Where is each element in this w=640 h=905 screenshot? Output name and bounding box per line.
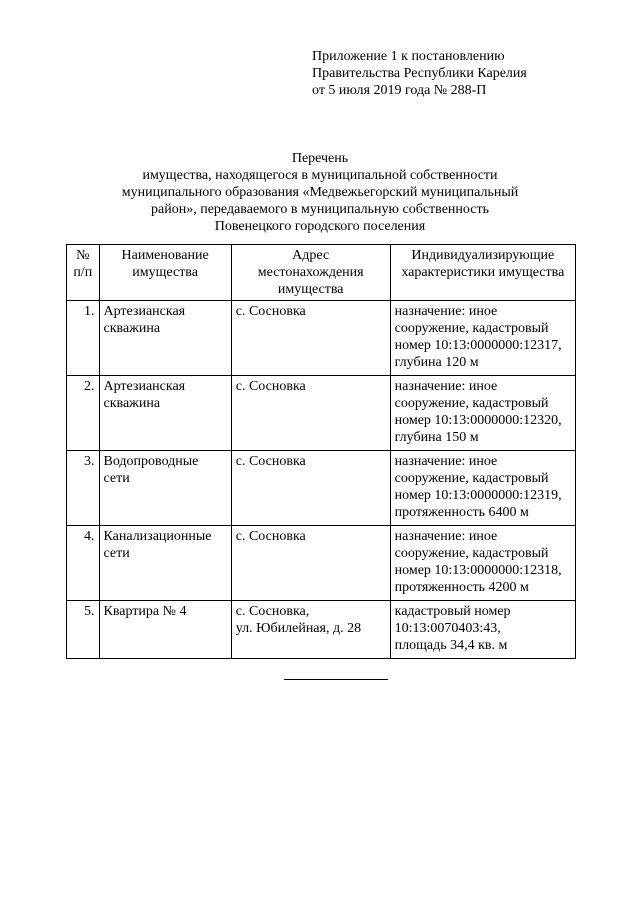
- row-address: [231, 526, 390, 601]
- row-characteristics: [390, 601, 575, 659]
- row-name: [99, 376, 231, 451]
- cell-text: с. Сосновка: [235, 304, 306, 319]
- cell-text: глубина 120 м: [394, 355, 479, 370]
- cell-text: Артезианская: [103, 304, 186, 319]
- cell-text: скважина: [103, 321, 161, 336]
- cell-text: сооружение, кадастровый: [394, 396, 549, 411]
- table-row: [67, 451, 576, 526]
- header-name: [99, 245, 231, 301]
- header-text: Наименование: [121, 248, 209, 263]
- title-line: район», передаваемого в муниципальную собственность: [151, 202, 489, 217]
- table-row: [67, 301, 576, 376]
- cell-text: Квартира № 4: [103, 604, 187, 619]
- cell-text: назначение: иное: [394, 379, 498, 394]
- cell-text: Водопроводные: [103, 454, 199, 469]
- cell-text: глубина 150 м: [394, 430, 479, 445]
- cell-text: номер 10:13:0000000:12320,: [394, 413, 562, 428]
- row-characteristics: [390, 526, 575, 601]
- cell-text: сети: [103, 471, 130, 486]
- header-text: характеристики имущества: [401, 265, 565, 280]
- appendix-line: Приложение 1 к постановлению: [312, 49, 505, 64]
- row-address: [231, 451, 390, 526]
- closing-divider: [284, 679, 388, 680]
- cell-text: назначение: иное: [394, 454, 498, 469]
- header-text: местонахождения: [257, 265, 364, 280]
- row-address: [231, 601, 390, 659]
- header-characteristics: [390, 245, 575, 301]
- row-number: 4.: [67, 526, 100, 601]
- cell-text: с. Сосновка: [235, 379, 306, 394]
- row-characteristics: [390, 451, 575, 526]
- row-number: 2.: [67, 376, 100, 451]
- header-text: имущества: [277, 282, 344, 297]
- row-name: [99, 451, 231, 526]
- appendix-header: [312, 48, 527, 99]
- header-num: [67, 245, 100, 301]
- cell-text: Канализационные: [103, 529, 212, 544]
- cell-text: номер 10:13:0000000:12318,: [394, 563, 562, 578]
- title-line: имущества, находящегося в муниципальной собственности: [142, 168, 498, 183]
- cell-text: назначение: иное: [394, 529, 498, 544]
- cell-text: площадь 34,4 кв. м: [394, 638, 508, 653]
- header-text: Адрес: [292, 248, 330, 263]
- cell-text: сооружение, кадастровый: [394, 471, 549, 486]
- property-table: [66, 244, 576, 659]
- row-name: [99, 526, 231, 601]
- row-number: 1.: [67, 301, 100, 376]
- cell-text: ул. Юбилейная, д. 28: [235, 621, 362, 636]
- cell-text: с. Сосновка: [235, 529, 306, 544]
- table-row: [67, 526, 576, 601]
- row-name: [99, 301, 231, 376]
- cell-text: с. Сосновка: [235, 454, 306, 469]
- table-row: [67, 601, 576, 659]
- row-number: 5.: [67, 601, 100, 659]
- row-address: [231, 376, 390, 451]
- header-text: №: [76, 248, 90, 263]
- cell-text: протяженность 4200 м: [394, 580, 529, 595]
- cell-text: сети: [103, 546, 130, 561]
- table-header-row: [67, 245, 576, 301]
- row-address: [231, 301, 390, 376]
- cell-text: номер 10:13:0000000:12317,: [394, 338, 562, 353]
- row-number: 3.: [67, 451, 100, 526]
- appendix-line: от 5 июля 2019 года № 288-П: [312, 83, 487, 98]
- appendix-line: Правительства Республики Карелия: [312, 66, 527, 81]
- cell-text: скважина: [103, 396, 161, 411]
- cell-text: назначение: иное: [394, 304, 498, 319]
- cell-text: сооружение, кадастровый: [394, 546, 549, 561]
- header-address: [231, 245, 390, 301]
- row-name: [99, 601, 231, 659]
- cell-text: номер 10:13:0000000:12319,: [394, 488, 562, 503]
- header-text: Индивидуализирующие: [411, 248, 555, 263]
- cell-text: Артезианская: [103, 379, 186, 394]
- cell-text: кадастровый номер: [394, 604, 511, 619]
- row-characteristics: [390, 376, 575, 451]
- cell-text: протяженность 6400 м: [394, 505, 529, 520]
- document-title: [0, 150, 640, 235]
- header-text: имущества: [132, 265, 198, 280]
- cell-text: 10:13:0070403:43,: [394, 621, 501, 636]
- cell-text: с. Сосновка,: [235, 604, 310, 619]
- row-characteristics: [390, 301, 575, 376]
- title-line: Перечень: [291, 151, 349, 166]
- cell-text: сооружение, кадастровый: [394, 321, 549, 336]
- title-line: муниципального образования «Медвежьегорский муниципальный: [121, 185, 519, 200]
- table-row: [67, 376, 576, 451]
- header-text: п/п: [73, 265, 93, 280]
- title-line: Повенецкого городского поселения: [214, 219, 426, 234]
